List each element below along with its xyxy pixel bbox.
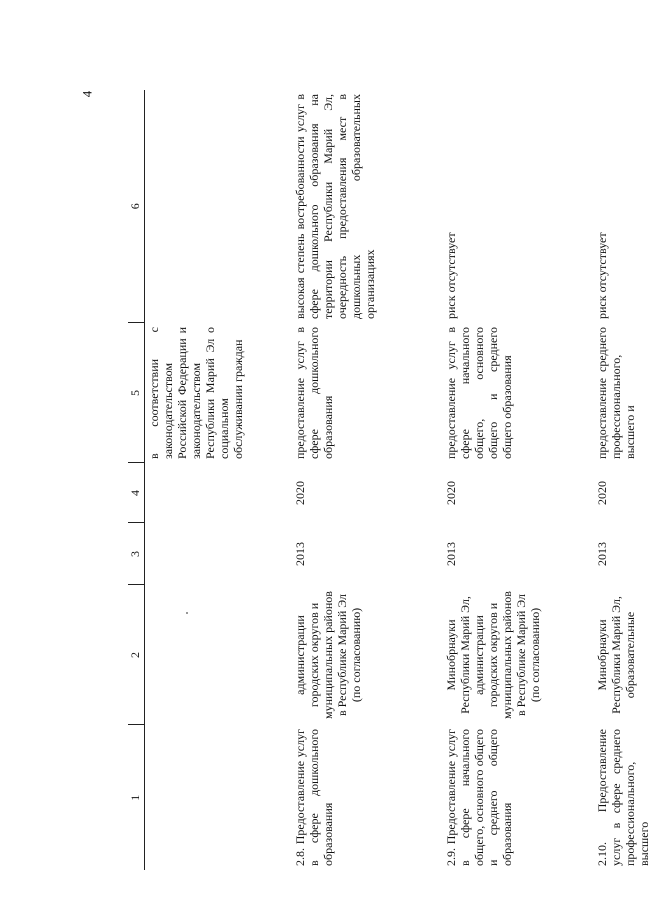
row-name: 2.9. Предоставление услуг в сфере начального общего, основного общего и среднего общего образования xyxy=(444,729,514,866)
row-name xyxy=(145,725,292,870)
table-row xyxy=(145,90,292,870)
row-start-year: 2013 xyxy=(595,542,609,566)
row-executor: Минобрнауки Республики Марий Эл, администрации городских округов и муниципальных районов в Республике Марий Эл (по согласованию) xyxy=(444,591,542,719)
table-row xyxy=(593,90,653,870)
program-table xyxy=(128,90,653,870)
scan-speck xyxy=(186,612,188,614)
row-executor xyxy=(145,585,292,725)
rotated-table-wrapper xyxy=(128,90,651,870)
table-row xyxy=(291,90,442,870)
row-executor: Минобрнауки Республики Марий Эл, образовательные xyxy=(595,596,637,714)
row-risks: риск отсутствует xyxy=(595,232,609,319)
row-risks xyxy=(145,90,292,323)
header-col-2: 2 xyxy=(128,585,145,725)
row-content: предоставление услуг в сфере начального общего, основного общего и среднего общего образования xyxy=(444,327,514,459)
row-start-year: 2013 xyxy=(444,542,458,566)
row-start-year: 2013 xyxy=(293,542,307,566)
row-content: предоставление услуг в сфере дошкольного образования xyxy=(293,327,335,459)
row-name: 2.10. Предоставление услуг в сфере среднего профессионального, высшего xyxy=(595,729,651,866)
header-col-5: 5 xyxy=(128,323,145,463)
row-risks: высокая степень востребованности услуг в сфере дошкольного образования на территории Республики Марий Эл, очередность предоставления мест в дошкольных образовательных организациях xyxy=(293,94,377,319)
header-col-3: 3 xyxy=(128,523,145,585)
row-end-year: 2020 xyxy=(293,481,307,505)
page-number: 4 xyxy=(79,90,95,98)
row-end-year xyxy=(145,463,292,523)
header-row xyxy=(128,90,145,870)
header-col-1: 1 xyxy=(128,725,145,870)
row-content: в соответствии с законодательством Российской Федерации и законодательством Республики Марий Эл о социальном обслуживании граждан xyxy=(147,327,245,459)
table-row xyxy=(442,90,593,870)
row-end-year: 2020 xyxy=(595,481,609,505)
row-start-year xyxy=(145,523,292,585)
row-name: 2.8. Предоставление услуг в сфере дошкольного образования xyxy=(293,729,335,866)
row-content: предоставление среднего профессионального, высшего и xyxy=(595,327,637,459)
row-end-year: 2020 xyxy=(444,481,458,505)
header-col-4: 4 xyxy=(128,463,145,523)
row-executor: администрации городских округов и муниципальных районов в Республике Марий Эл (по согласованию) xyxy=(293,591,363,719)
row-risks: риск отсутствует xyxy=(444,232,458,319)
header-col-6: 6 xyxy=(128,90,145,323)
